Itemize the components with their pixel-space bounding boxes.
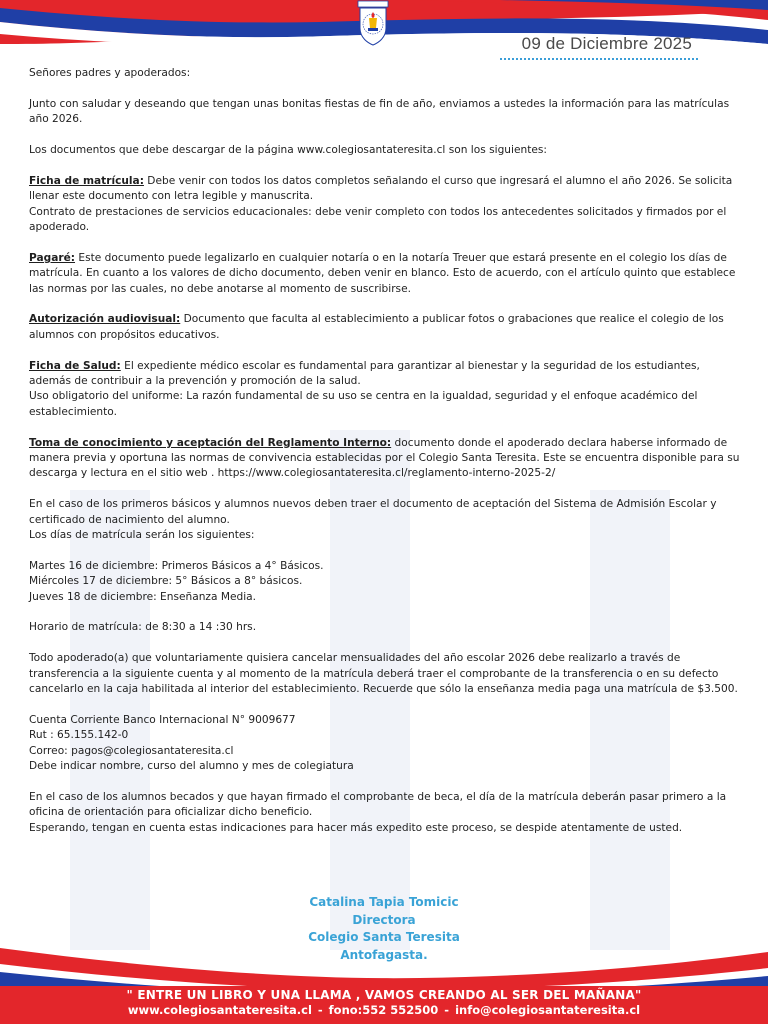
primeros-basicos-paragraph: En el caso de los primeros básicos y alumnos nuevos deben traer el documento de aceptación del Sistema de Admisión Escolar y certificado de nacimiento del alumno. [29, 498, 717, 526]
becados-paragraph: En el caso de los alumnos becados y que hayan firmado el comprobante de beca, el día de la matrícula deberán pasar primero a la oficina de orientación para oficializar dicho beneficio. [29, 790, 727, 819]
horario-line: Horario de matrícula: de 8:30 a 14 :30 hrs. [29, 621, 257, 634]
schedule-item: Jueves 18 de diciembre: Enseñanza Media. [29, 590, 257, 603]
footer-separator: - [444, 1003, 450, 1017]
school-motto: " ENTRE UN LIBRO Y UNA LLAMA , VAMOS CREANDO AL SER DEL MAÑANA" [126, 988, 642, 1002]
signer-city: Antofagasta. [340, 947, 428, 962]
reglamento-text: documento donde el apoderado declara haberse informado de manera previa y oportuna las normas de convivencia establecidas por el Colegio Santa Teresita. Este se encuentra disponible para su descarga y lectura en el sitio web . https://www.colegiosantateresita.cl/reglamento-interno-2025-2/ [29, 436, 740, 480]
dias-intro: Los días de matrícula serán los siguientes: [29, 529, 255, 542]
footer-phone: fono:552 552500 [328, 1003, 439, 1017]
pagare-text: Este documento puede legalizarlo en cualquier notaría o en la notaría Treuer que estará presente en el colegio los días de matrícula. En cuanto a los valores de dicho documento, deben venir en blanco. Esto de acuerdo, con el artículo quinto que establece las normas por las cuales, no debe anotarse al momento de suscribirse. [29, 251, 736, 295]
bank-note-line: Debe indicar nombre, curso del alumno y mes de colegiatura [29, 760, 354, 773]
pagare-label: Pagaré: [29, 251, 76, 264]
closing-paragraph: Esperando, tengan en cuenta estas indicaciones para hacer más expedito este proceso, se despide atentamente de usted. [29, 821, 683, 834]
schedule-item: Martes 16 de diciembre: Primeros Básicos a 4° Básicos. [29, 559, 324, 572]
letter-body [29, 66, 740, 836]
documents-intro: Los documentos que debe descargar de la página www.colegiosantateresita.cl son los siguientes: [29, 144, 547, 156]
school-crest-logo [356, 0, 390, 46]
letter-date: 09 de Diciembre 2025 [521, 34, 692, 53]
ficha-salud-label: Ficha de Salud: [29, 359, 121, 372]
signer-name: Catalina Tapia Tomicic [309, 895, 459, 909]
ficha-matricula-paragraph [29, 174, 740, 205]
footer-band [0, 986, 768, 1024]
ficha-salud-text: El expediente médico escolar es fundamental para garantizar al bienestar y la seguridad de los estudiantes, además de contribuir a la prevención y promoción de la salud. [29, 359, 700, 388]
ficha-matricula-text: Debe venir con todos los datos completos señalando el curso que ingresará el alumno el año 2026. Se solicita llenar este documento con letra legible y manuscrita. [29, 174, 733, 203]
reglamento-label: Toma de conocimiento y aceptación del Reglamento Interno: [29, 436, 392, 449]
footer-contact [0, 1003, 768, 1018]
footer-email[interactable]: info@colegiosantateresita.cl [455, 1003, 641, 1017]
uniforme-paragraph: Uso obligatorio del uniforme: La razón fundamental de su uso se centra en la igualdad, seguridad y el enfoque académico del establecimiento. [29, 390, 698, 418]
autorizacion-label: Autorización audiovisual: [29, 313, 181, 326]
autorizacion-text: Documento que faculta al establecimiento a publicar fotos o grabaciones que realice el colegio de los alumnos con propósitos educativos. [29, 313, 724, 341]
ficha-salud-paragraph [29, 359, 740, 390]
pagare-paragraph [29, 251, 740, 297]
bank-account-line: Cuenta Corriente Banco Internacional N° 9009677 [29, 713, 296, 726]
greeting: Señores padres y apoderados: [29, 67, 191, 79]
bank-email-line: Correo: pagos@colegiosantateresita.cl [29, 744, 234, 757]
footer-website[interactable]: www.colegiosantateresita.cl [127, 1003, 312, 1017]
signer-role: Directora [352, 912, 416, 927]
intro-paragraph: Junto con saludar y deseando que tengan unas bonitas fiestas de fin de año, enviamos a ustedes la información para las matrículas año 2026. [29, 97, 730, 126]
bank-rut-line: Rut : 65.155.142-0 [29, 729, 129, 742]
mensualidades-paragraph: Todo apoderado(a) que voluntariamente quisiera cancelar mensualidades del año escolar 2026 debe realizarlo a través de transferencia a la siguiente cuenta y al momento de la matrícula deberá traer el comprobante de la transferencia o en su defecto cancelarlo en la caja habilitada al interior del establecimiento. Recuerde que sólo la enseñanza media paga una matrícula de $3.500. [29, 652, 738, 696]
reglamento-paragraph [29, 436, 740, 482]
ficha-matricula-label: Ficha de matrícula: [29, 174, 144, 187]
contrato-paragraph: Contrato de prestaciones de servicios educacionales: debe venir completo con todos los antecedentes solicitados y firmados por el apoderado. [29, 205, 727, 234]
schedule-item: Miércoles 17 de diciembre: 5° Básicos a 8° básicos. [29, 575, 303, 588]
signer-school: Colegio Santa Teresita [308, 930, 460, 944]
autorizacion-paragraph [29, 312, 740, 343]
date-divider [500, 58, 698, 60]
footer-separator: - [317, 1003, 323, 1017]
